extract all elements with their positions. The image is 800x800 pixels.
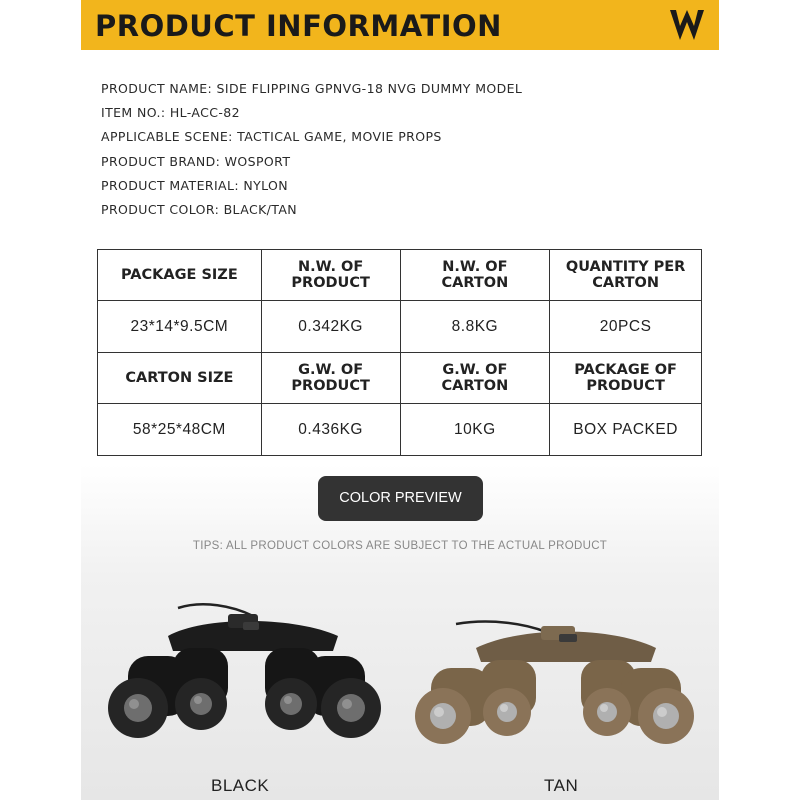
black-nvg-image: [93, 596, 393, 766]
table-value-cell: 20PCS: [550, 301, 702, 353]
table-row: [98, 353, 702, 404]
tips-text: TIPS: ALL PRODUCT COLORS ARE SUBJECT TO THE ACTUAL PRODUCT: [192, 540, 608, 552]
table-header-cell: PACKAGE SIZE: [98, 250, 262, 301]
table-value-cell: 8.8KG: [400, 301, 550, 353]
page-title: PRODUCT INFORMATION: [95, 9, 502, 43]
info-product-brand: PRODUCT BRAND: WOSPORT: [101, 153, 291, 169]
variant-label-black: BLACK: [211, 776, 270, 795]
table-header-cell: CARTON SIZE: [98, 353, 262, 404]
variant-label-tan: TAN: [544, 776, 579, 795]
table-value-cell: 58*25*48CM: [98, 404, 262, 456]
info-applicable-scene: APPLICABLE SCENE: TACTICAL GAME, MOVIE PROPS: [101, 129, 442, 145]
table-value-cell: 10KG: [400, 404, 550, 456]
table-value-cell: 0.342KG: [261, 301, 400, 353]
info-product-color: PRODUCT COLOR: BLACK/TAN: [101, 201, 298, 217]
table-value-cell: 0.436KG: [261, 404, 400, 456]
table-value-cell: BOX PACKED: [550, 404, 702, 456]
product-info-list: [101, 77, 522, 222]
table-header-cell: QUANTITY PER CARTON: [550, 250, 702, 301]
info-item-no: ITEM NO.: HL-ACC-82: [101, 105, 241, 121]
table-header-cell: N.W. OF CARTON: [400, 250, 550, 301]
table-header-cell: PACKAGE OF PRODUCT: [550, 353, 702, 404]
info-product-material: PRODUCT MATERIAL: NYLON: [101, 177, 289, 193]
spec-table: [97, 249, 702, 456]
header-banner: [81, 0, 719, 50]
table-header-cell: G.W. OF PRODUCT: [261, 353, 400, 404]
table-row: [98, 301, 702, 353]
table-header-cell: N.W. OF PRODUCT: [261, 250, 400, 301]
color-preview-button[interactable]: COLOR PREVIEW: [318, 476, 483, 521]
w-logo-icon: [669, 8, 705, 42]
info-product-name: PRODUCT NAME: SIDE FLIPPING GPNVG-18 NVG DUMMY MODEL: [101, 81, 523, 96]
table-header-cell: G.W. OF CARTON: [400, 353, 550, 404]
table-value-cell: 23*14*9.5CM: [98, 301, 262, 353]
product-info-page: [81, 0, 719, 800]
tan-nvg-image: [411, 596, 711, 766]
table-row: [98, 404, 702, 456]
table-row: [98, 250, 702, 301]
